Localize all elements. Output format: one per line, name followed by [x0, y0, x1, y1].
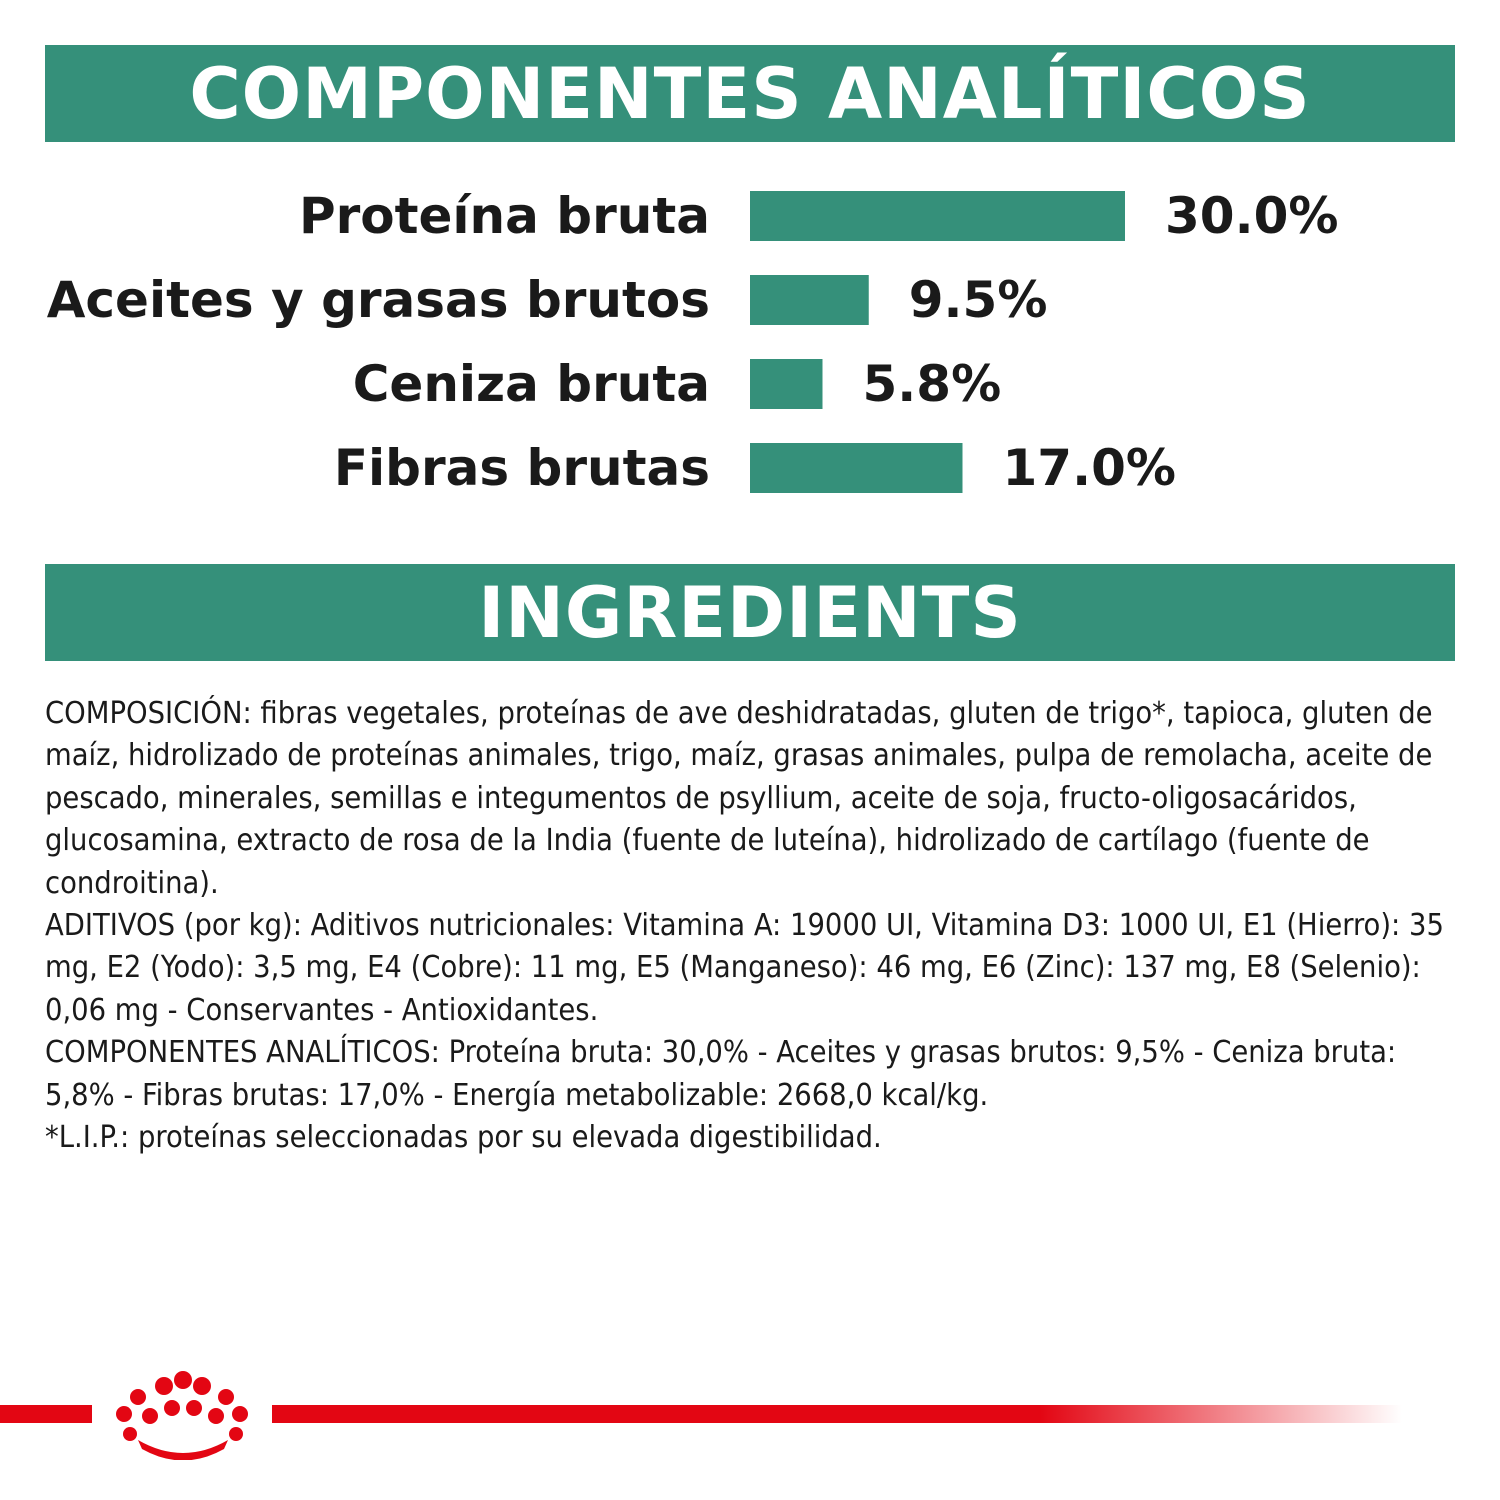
lip-note-paragraph: *L.I.P.: proteínas seleccionadas por su elevada digestibilidad. — [45, 1120, 882, 1156]
bar — [750, 359, 823, 409]
bar — [750, 191, 1125, 241]
value-label: 5.8% — [862, 355, 1002, 413]
analytic-paragraph: COMPONENTES ANALÍTICOS: Proteína bruta: 30,0% - Aceites y grasas brutos: 9,5% - Ceniza bruta: 5,8% - Fibras brutas: 17,0% - Energía metabolizable: 2668,0 kcal/kg. — [45, 1035, 1397, 1113]
bar — [750, 275, 869, 325]
footer-line-left — [0, 1405, 92, 1423]
value-label: 17.0% — [1002, 439, 1176, 497]
category-label: Ceniza bruta — [352, 355, 710, 413]
ingredients-banner — [45, 564, 1455, 661]
category-label: Aceites y grasas brutos — [46, 271, 710, 329]
analytic-components-banner — [45, 45, 1455, 142]
category-label: Proteína bruta — [298, 187, 710, 245]
value-label: 30.0% — [1165, 187, 1339, 245]
ingredients-text — [45, 693, 1460, 1159]
analytic-bar-chart — [0, 170, 1500, 510]
category-label: Fibras brutas — [333, 439, 710, 497]
footer-brand-strip — [0, 1350, 1500, 1460]
crown-logo-icon — [116, 1371, 248, 1460]
value-label: 9.5% — [908, 271, 1048, 329]
composition-paragraph: COMPOSICIÓN: fibras vegetales, proteínas de ave deshidratadas, gluten de trigo*, tapioca, gluten de maíz, hidrolizado de proteínas animales, trigo, maíz, grasas animales, pulpa de remolacha, aceite de pescado, minerales, semillas e integumentos de psyllium, aceite de soja, fructo-oligosacáridos, glucosamina, extracto de rosa de la India (fuente de luteína), hidrolizado de cartílago (fuente de condroitina). — [45, 696, 1433, 901]
analytic-components-title: COMPONENTES ANALÍTICOS — [189, 52, 1311, 135]
additives-paragraph: ADITIVOS (por kg): Aditivos nutricionales: Vitamina A: 19000 UI, Vitamina D3: 1000 UI, E1 (Hierro): 35 mg, E2 (Yodo): 3,5 mg, E4 (Cobre): 11 mg, E5 (Manganeso): 46 mg, E6 (Zinc): 137 mg, E8 (Selenio): 0,06 mg - Conservantes - Antioxidantes. — [45, 908, 1444, 1028]
footer-line-right — [272, 1405, 1402, 1423]
bar — [750, 443, 963, 493]
ingredients-title: INGREDIENTS — [478, 571, 1022, 654]
